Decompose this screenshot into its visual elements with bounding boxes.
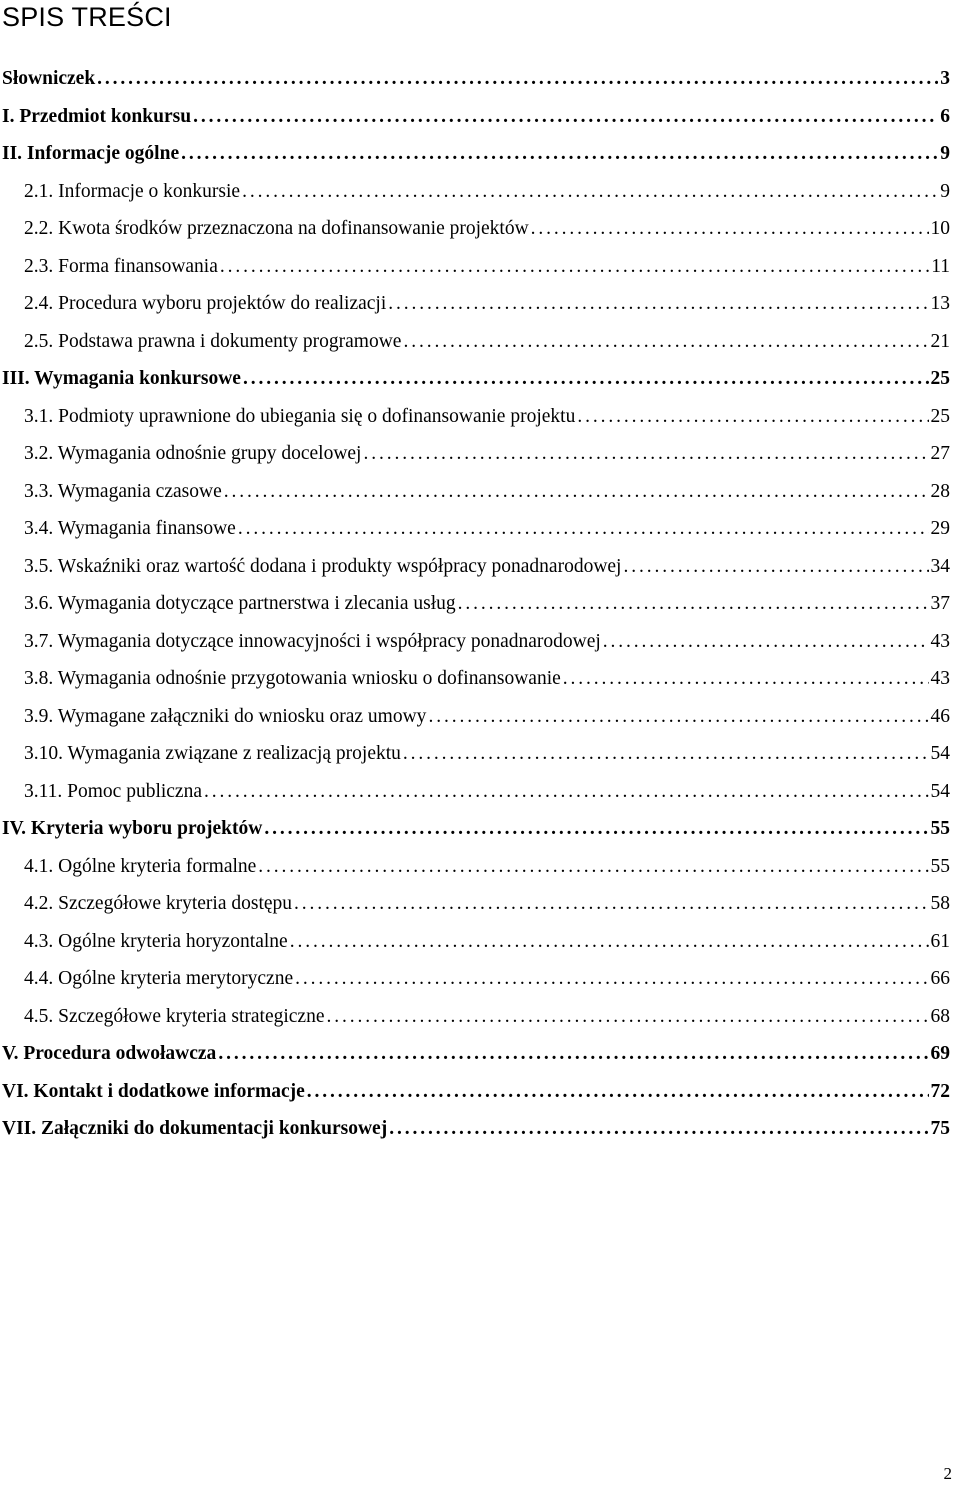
toc-entry-page: 69	[930, 1043, 950, 1064]
toc-entry-title: 3.1. Podmioty uprawnione do ubiegania się o dofinansowanie projektu	[24, 405, 576, 427]
toc-entry[interactable]	[2, 660, 950, 698]
toc-entry[interactable]	[2, 60, 950, 98]
toc-dot-leader	[388, 285, 928, 323]
toc-dot-leader	[531, 210, 929, 248]
toc-entry[interactable]	[2, 173, 950, 211]
toc-dot-leader	[458, 585, 929, 623]
toc-entry-title: 4.4. Ogólne kryteria merytoryczne	[24, 968, 294, 989]
toc-entry-title: 2.5. Podstawa prawna i dokumenty programowe	[24, 330, 402, 352]
toc-entry-title: 2.2. Kwota środków przeznaczona na dofinansowanie projektów	[24, 218, 529, 239]
toc-entry-title: IV. Kryteria wyboru projektów	[2, 818, 263, 839]
toc-entry[interactable]	[2, 1035, 950, 1073]
toc-dot-leader	[97, 60, 938, 98]
toc-entry-title: VII. Załączniki do dokumentacji konkursowej	[2, 1118, 388, 1139]
toc-entry[interactable]	[2, 98, 950, 136]
toc-entry-title: Słowniczek	[2, 68, 96, 89]
toc-entry-page: 9	[940, 143, 950, 164]
toc-entry[interactable]	[2, 248, 950, 286]
toc-entry-title: VI. Kontakt i dodatkowe informacje	[2, 1080, 305, 1102]
toc-entry-page: 10	[930, 218, 950, 239]
toc-entry[interactable]	[2, 623, 950, 661]
toc-dot-leader	[389, 1110, 928, 1148]
toc-entry-title: 4.3. Ogólne kryteria horyzontalne	[24, 930, 288, 952]
toc-entry-title: 3.11. Pomoc publiczna	[24, 780, 202, 802]
toc-dot-leader	[577, 398, 928, 436]
toc-entry[interactable]	[2, 885, 950, 923]
toc-entry-title: 4.2. Szczegółowe kryteria dostępu	[24, 893, 293, 914]
page-number: 2	[943, 1464, 952, 1483]
toc-entry-page: 3	[940, 68, 950, 89]
toc-entry-page: 37	[930, 593, 950, 614]
table-of-contents	[2, 60, 950, 1148]
toc-entry-page: 34	[930, 555, 950, 577]
toc-dot-leader	[403, 323, 928, 361]
toc-dot-leader	[181, 135, 938, 173]
toc-entry-title: 2.3. Forma finansowania	[24, 255, 218, 277]
toc-entry-page: 46	[930, 705, 950, 727]
toc-entry-page: 27	[930, 443, 950, 464]
toc-entry-page: 43	[930, 668, 950, 689]
toc-entry-title: 3.3. Wymagania czasowe	[24, 480, 222, 502]
toc-entry-page: 61	[930, 930, 950, 952]
toc-entry-title: 3.10. Wymagania związane z realizacją projektu	[24, 743, 401, 764]
toc-entry-page: 68	[930, 1005, 950, 1027]
toc-entry-page: 25	[930, 405, 950, 427]
toc-entry-title: 3.4. Wymagania finansowe	[24, 518, 236, 539]
toc-entry[interactable]	[2, 435, 950, 473]
toc-entry[interactable]	[2, 960, 950, 998]
toc-dot-leader	[403, 735, 929, 773]
toc-dot-leader	[264, 810, 928, 848]
toc-dot-leader	[218, 1035, 928, 1073]
toc-entry[interactable]	[2, 735, 950, 773]
page-title: SPIS TREŚCI	[2, 2, 172, 32]
toc-dot-leader	[220, 248, 929, 286]
toc-dot-leader	[242, 173, 938, 211]
toc-entry-page: 54	[930, 780, 950, 802]
toc-entry[interactable]	[2, 848, 950, 886]
toc-entry-title: 4.1. Ogólne kryteria formalne	[24, 855, 257, 877]
toc-entry-title: V. Procedura odwoławcza	[2, 1043, 217, 1064]
toc-entry-title: 2.1. Informacje o konkursie	[24, 180, 241, 202]
toc-entry-title: 3.7. Wymagania dotyczące innowacyjności i współpracy ponadnarodowej	[24, 630, 601, 652]
toc-entry-page: 75	[930, 1118, 950, 1139]
toc-entry[interactable]	[2, 285, 950, 323]
toc-dot-leader	[224, 473, 929, 511]
toc-entry[interactable]	[2, 698, 950, 736]
toc-entry[interactable]	[2, 510, 950, 548]
toc-dot-leader	[193, 98, 938, 136]
toc-dot-leader	[363, 435, 928, 473]
toc-entry-page: 54	[930, 743, 950, 764]
toc-dot-leader	[563, 660, 929, 698]
toc-entry[interactable]	[2, 473, 950, 511]
toc-entry-page: 55	[930, 855, 950, 877]
toc-entry-title: III. Wymagania konkursowe	[2, 368, 241, 389]
toc-entry-page: 55	[930, 818, 950, 839]
toc-entry-page: 72	[930, 1080, 950, 1102]
toc-dot-leader	[307, 1073, 929, 1111]
toc-dot-leader	[295, 960, 928, 998]
toc-entry[interactable]	[2, 998, 950, 1036]
toc-entry[interactable]	[2, 1110, 950, 1148]
toc-entry[interactable]	[2, 398, 950, 436]
toc-entry-page: 25	[930, 368, 950, 389]
toc-entry-page: 43	[930, 630, 950, 652]
toc-dot-leader	[238, 510, 929, 548]
toc-dot-leader	[294, 885, 928, 923]
toc-entry-page: 9	[940, 180, 950, 202]
toc-entry-page: 28	[930, 480, 950, 502]
toc-dot-leader	[258, 848, 928, 886]
toc-entry-title: 3.9. Wymagane załączniki do wniosku oraz umowy	[24, 705, 427, 727]
toc-entry[interactable]	[2, 548, 950, 586]
toc-dot-leader	[243, 360, 929, 398]
toc-entry-page: 11	[931, 255, 950, 277]
toc-entry-title: 3.6. Wymagania dotyczące partnerstwa i zlecania usług	[24, 593, 456, 614]
toc-entry-page: 66	[930, 968, 950, 989]
toc-dot-leader	[327, 998, 929, 1036]
toc-entry[interactable]	[2, 810, 950, 848]
toc-entry-title: 3.8. Wymagania odnośnie przygotowania wniosku o dofinansowanie	[24, 668, 561, 689]
toc-dot-leader	[603, 623, 929, 661]
toc-entry[interactable]	[2, 923, 950, 961]
toc-entry[interactable]	[2, 210, 950, 248]
toc-entry[interactable]	[2, 135, 950, 173]
toc-entry-title: I. Przedmiot konkursu	[2, 105, 192, 127]
toc-dot-leader	[428, 698, 928, 736]
toc-entry-title: 4.5. Szczegółowe kryteria strategiczne	[24, 1005, 325, 1027]
toc-entry-page: 29	[930, 518, 950, 539]
toc-entry-title: 3.2. Wymagania odnośnie grupy docelowej	[24, 443, 362, 464]
toc-entry-title: 2.4. Procedura wyboru projektów do realizacji	[24, 293, 387, 314]
toc-entry-page: 58	[930, 893, 950, 914]
toc-entry-page: 21	[930, 330, 950, 352]
toc-entry-page: 13	[930, 293, 950, 314]
toc-entry[interactable]	[2, 323, 950, 361]
toc-dot-leader	[623, 548, 928, 586]
toc-entry[interactable]	[2, 773, 950, 811]
toc-entry[interactable]	[2, 360, 950, 398]
toc-entry[interactable]	[2, 585, 950, 623]
toc-dot-leader	[290, 923, 929, 961]
toc-entry[interactable]	[2, 1073, 950, 1111]
toc-entry-title: II. Informacje ogólne	[2, 143, 180, 164]
toc-dot-leader	[204, 773, 929, 811]
toc-entry-page: 6	[940, 105, 950, 127]
toc-entry-title: 3.5. Wskaźniki oraz wartość dodana i produkty współpracy ponadnarodowej	[24, 555, 622, 577]
